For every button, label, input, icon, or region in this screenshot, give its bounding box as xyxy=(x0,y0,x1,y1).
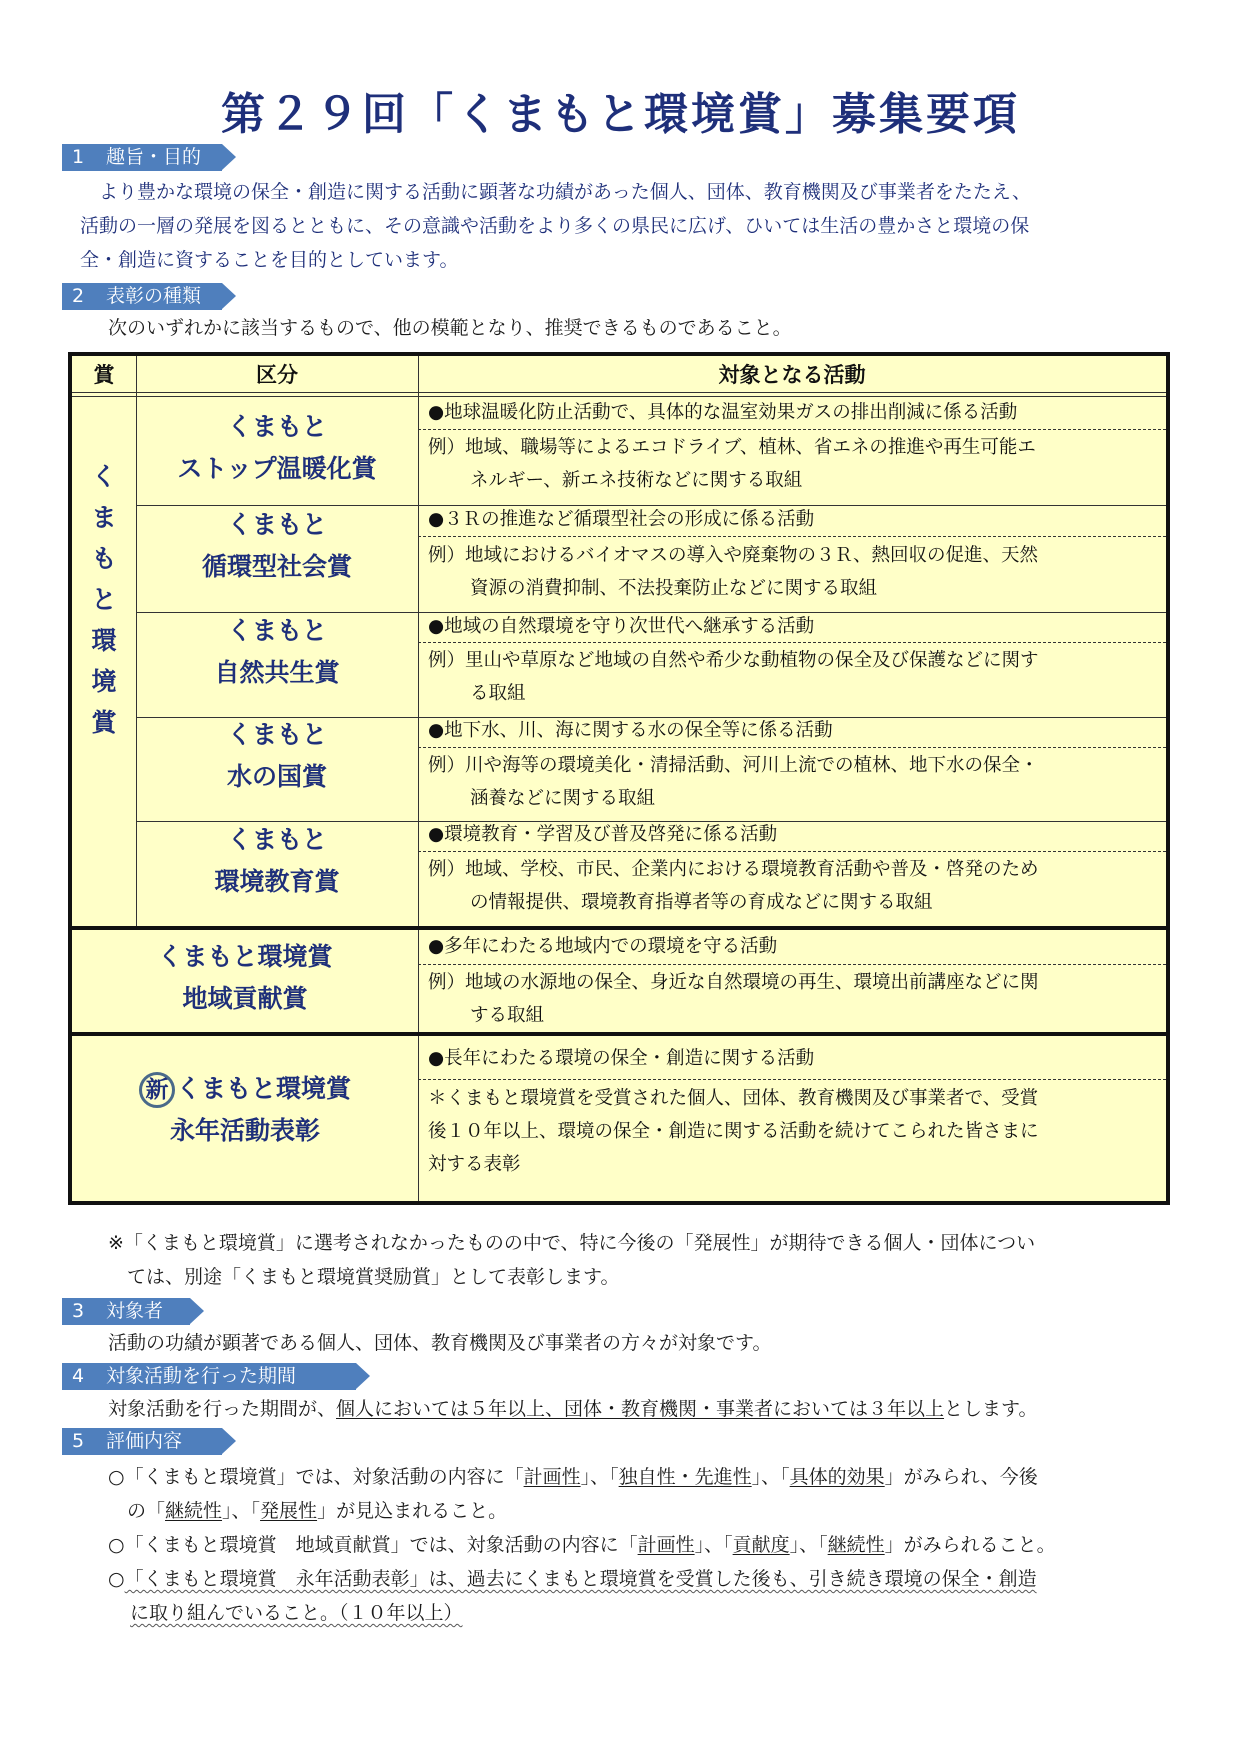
category-line xyxy=(72,1068,418,1110)
activity-text: ●地球温暖化防止活動で、具体的な温室効果ガスの排出削減に係る活動 xyxy=(428,402,1018,423)
evaluation-line xyxy=(108,1562,1208,1596)
category-line: くまもと xyxy=(226,825,327,854)
text: 」、「 xyxy=(694,1534,733,1556)
text: 」がみられること。 xyxy=(884,1534,1056,1556)
award-table xyxy=(68,352,1170,1205)
section-number: 5 xyxy=(72,1430,85,1452)
row-dash-divider xyxy=(418,536,1166,537)
group-label-char: も xyxy=(91,544,117,573)
group-divider xyxy=(72,1032,1166,1036)
row-dash-divider xyxy=(418,429,1166,430)
activity-text: ●多年にわたる地域内での環境を守る活動 xyxy=(428,936,778,957)
criterion: 具体的効果 xyxy=(789,1466,885,1488)
example-text xyxy=(418,539,1166,605)
category-line: くまもと xyxy=(226,720,327,749)
category-recycling-society xyxy=(136,504,418,588)
example-line: 例）地域、学校、市民、企業内における環境教育活動や普及・啓発のため xyxy=(428,859,1039,880)
text: 「くまもと環境賞 永年活動表彰」は、過去にくまもと環境賞を受賞した後も、引き続き環境の保全・創造 xyxy=(124,1568,1037,1590)
example-text xyxy=(418,853,1166,919)
example-text xyxy=(418,966,1166,1032)
example-line: ネルギー、新エネ技術などに関する取組 xyxy=(470,470,803,491)
row-dash-divider xyxy=(418,851,1166,852)
category-line-text: くまもと環境賞 xyxy=(175,1074,351,1103)
category-line: ストップ温暖化賞 xyxy=(177,454,377,483)
evaluation-line xyxy=(108,1596,1208,1630)
group-label-kumamoto-kankyo-sho xyxy=(72,456,136,743)
group-label-char: く xyxy=(91,462,117,491)
purpose-line: より豊かな環境の保全・創造に関する活動に顕著な功績があった個人、団体、教育機関及び事業者をたたえ、 xyxy=(80,181,1031,203)
category-regional-contribution xyxy=(72,936,418,1020)
evaluation-item-regional xyxy=(108,1528,1208,1562)
period-suffix: とします。 xyxy=(944,1398,1038,1420)
category-line: くまもと xyxy=(226,412,327,441)
text: 」が見込まれること。 xyxy=(317,1500,508,1522)
text: ○「くまもと環境賞 地域貢献賞」では、対象活動の内容に「 xyxy=(108,1534,638,1556)
evaluation-item-main xyxy=(108,1460,1208,1528)
header-award: 賞 xyxy=(93,363,115,387)
category-line: くまもと xyxy=(226,616,327,645)
text: の「 xyxy=(108,1500,166,1522)
bullet: ○ xyxy=(108,1568,125,1590)
group-label-char: 賞 xyxy=(91,708,117,737)
award-types-intro: 次のいずれかに該当するもので、他の模範となり、推奨できるものであること。 xyxy=(108,317,792,339)
category-line: くまもと xyxy=(226,510,327,539)
encouragement-note xyxy=(108,1226,1188,1294)
example-line: 例）里山や草原など地域の自然や希少な動植物の保全及び保護などに関す xyxy=(428,650,1039,671)
eligibility-text: 活動の功績が顕著である個人、団体、教育機関及び事業者の方々が対象です。 xyxy=(108,1332,772,1354)
evaluation-line xyxy=(108,1494,1208,1528)
example-line: 涵養などに関する取組 xyxy=(470,788,656,809)
text: に取り組んでいること。（１０年以上） xyxy=(130,1602,463,1624)
category-line: 環境教育賞 xyxy=(214,867,340,896)
example-line: 資源の消費抑制、不法投棄防止などに関する取組 xyxy=(470,578,878,599)
note-line: ては、別途「くまもと環境賞奨励賞」として表彰します。 xyxy=(108,1266,620,1288)
period-prefix: 対象活動を行った期間が、 xyxy=(108,1398,337,1420)
evaluation-item-longterm xyxy=(108,1562,1208,1630)
example-line: 例）地域、職場等によるエコドライブ、植林、省エネの推進や再生可能エ xyxy=(428,437,1036,458)
note-line: 後１０年以上、環境の保全・創造に関する活動を続けてこられた皆さまに xyxy=(428,1121,1039,1142)
group-label-char: ま xyxy=(91,503,117,532)
note-line: ＊くまもと環境賞を受賞された個人、団体、教育機関及び事業者で、受賞 xyxy=(428,1088,1039,1109)
section-number: 2 xyxy=(72,285,85,307)
category-line: 水の国賞 xyxy=(226,762,327,791)
text: 」がみられ、今後 xyxy=(884,1466,1038,1488)
section-label: 表彰の種類 xyxy=(106,285,202,307)
activity-text: ●地域の自然環境を守り次世代へ継承する活動 xyxy=(428,616,815,637)
section-header-award-types xyxy=(62,283,222,310)
activity-text: ●３Ｒの推進など循環型社会の形成に係る活動 xyxy=(428,509,815,530)
new-badge: 新 xyxy=(139,1072,175,1108)
section-number: 4 xyxy=(72,1365,85,1387)
criterion: 発展性 xyxy=(260,1500,318,1522)
page-title: 第２９回「くまもと環境賞」募集要項 xyxy=(221,89,1020,140)
evaluation-line xyxy=(108,1460,1208,1494)
example-text xyxy=(418,431,1166,497)
criterion: 貢献度 xyxy=(732,1534,790,1556)
example-line: る取組 xyxy=(470,683,526,704)
activity-text: ●地下水、川、海に関する水の保全等に係る活動 xyxy=(428,720,833,741)
criterion: 独自性・先進性 xyxy=(618,1466,752,1488)
column-divider xyxy=(136,356,137,396)
row-dash-divider xyxy=(418,964,1166,965)
category-line: 自然共生賞 xyxy=(214,658,340,687)
period-underlined: 個人においては５年以上、団体・教育機関・事業者においては３年以上 xyxy=(336,1398,945,1420)
text: 」、「 xyxy=(580,1466,619,1488)
section-label: 評価内容 xyxy=(106,1430,183,1452)
example-text xyxy=(418,644,1166,710)
header-category: 区分 xyxy=(256,363,298,387)
section-label: 趣旨・目的 xyxy=(106,146,202,168)
section-header-evaluation xyxy=(62,1428,222,1455)
category-line: 循環型社会賞 xyxy=(201,552,352,581)
row-dash-divider xyxy=(418,1079,1166,1080)
example-line: する取組 xyxy=(470,1005,545,1026)
category-line: 地域貢献賞 xyxy=(182,984,308,1013)
group-label-char: と xyxy=(91,585,117,614)
row-dash-divider xyxy=(418,747,1166,748)
text: 」、「 xyxy=(222,1500,261,1522)
period-text xyxy=(108,1392,1208,1426)
example-text xyxy=(418,749,1166,815)
section-header-period xyxy=(62,1363,356,1390)
note-line: 対する表彰 xyxy=(428,1154,521,1175)
category-line: くまもと環境賞 xyxy=(157,942,333,971)
criterion: 継続性 xyxy=(165,1500,223,1522)
criterion: 計画性 xyxy=(523,1466,581,1488)
purpose-line: 活動の一層の発展を図るとともに、その意識や活動をより多くの県民に広げ、ひいては生活の豊かさと環境の保 xyxy=(80,215,1030,237)
purpose-line: 全・創造に資することを目的としています。 xyxy=(80,249,459,271)
category-water-country xyxy=(136,714,418,798)
category-long-term-activity xyxy=(72,1068,418,1152)
criterion: 継続性 xyxy=(827,1534,885,1556)
text: 」、「 xyxy=(789,1534,828,1556)
section-label: 対象活動を行った期間 xyxy=(106,1365,297,1387)
category-environmental-education xyxy=(136,819,418,903)
note-text xyxy=(418,1082,1166,1181)
note-line: ※「くまもと環境賞」に選考されなかったものの中で、特に今後の「発展性」が期待できる個人・団体につい xyxy=(108,1232,1036,1254)
example-line: 例）川や海等の環境美化・清掃活動、河川上流での植林、地下水の保全・ xyxy=(428,755,1039,776)
section-number: 1 xyxy=(72,146,85,168)
category-line: 永年活動表彰 xyxy=(169,1116,320,1145)
text: 」、「 xyxy=(751,1466,790,1488)
example-line: 例）地域の水源地の保全、身近な自然環境の再生、環境出前講座などに関 xyxy=(428,972,1039,993)
row-dash-divider xyxy=(418,642,1166,643)
section-number: 3 xyxy=(72,1300,85,1322)
section-header-eligibility xyxy=(62,1298,190,1325)
header-activity: 対象となる活動 xyxy=(718,363,866,387)
category-stop-warming xyxy=(136,406,418,490)
text: ○「くまもと環境賞」では、対象活動の内容に「 xyxy=(108,1466,524,1488)
category-nature-coexistence xyxy=(136,610,418,694)
group-label-char: 環 xyxy=(91,626,117,655)
group-label-char: 境 xyxy=(91,667,117,696)
section-header-purpose xyxy=(62,144,222,171)
activity-text: ●長年にわたる環境の保全・創造に関する活動 xyxy=(428,1048,815,1069)
activity-text: ●環境教育・学習及び普及啓発に係る活動 xyxy=(428,824,778,845)
criterion: 計画性 xyxy=(637,1534,695,1556)
example-line: 例）地域におけるバイオマスの導入や廃棄物の３Ｒ、熱回収の促進、天然 xyxy=(428,545,1038,566)
purpose-text xyxy=(80,175,1190,277)
section-label: 対象者 xyxy=(106,1300,164,1322)
example-line: の情報提供、環境教育指導者等の育成などに関する取組 xyxy=(470,892,933,913)
